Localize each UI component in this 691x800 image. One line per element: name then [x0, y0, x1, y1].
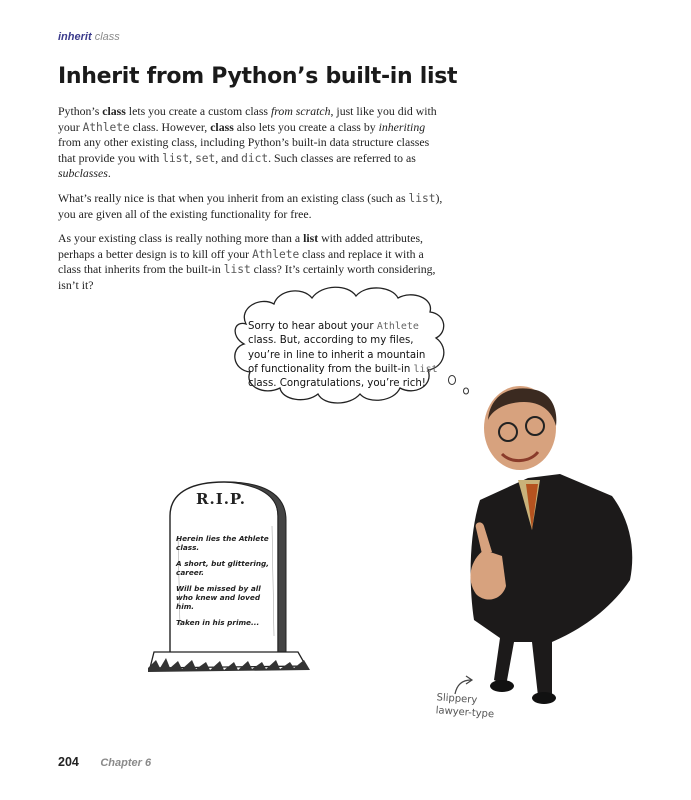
header-section-rest: class: [94, 31, 120, 43]
tombstone-heading: R.I.P.: [196, 490, 246, 508]
text-run: class. However,: [129, 119, 211, 134]
bubble-text: [248, 320, 438, 391]
italic-term: subclasses: [58, 166, 108, 181]
page-number: 204: [58, 755, 79, 769]
italic-term: inheriting: [378, 119, 426, 134]
lawyer-photo: [440, 380, 640, 710]
page-title: Inherit from Python’s built-in list: [58, 64, 458, 89]
text-run: from any other existing class, including Python’s built-in data structure classes that provide you with: [58, 135, 430, 165]
code-term: list: [413, 363, 438, 375]
code-term: set: [195, 151, 216, 165]
photo-annotation: Slippery lawyer-type: [435, 692, 495, 721]
page-footer: [58, 755, 151, 769]
text-run: As your existing class is really nothing more than a: [58, 231, 304, 246]
chapter-label: Chapter 6: [100, 757, 152, 769]
paragraph-1: [58, 104, 443, 182]
bold-term: class: [210, 119, 234, 134]
bold-term: class: [102, 104, 126, 118]
text-run: What’s really nice is that when you inherit from an existing class (such as: [58, 190, 409, 205]
text-run: ,: [189, 150, 196, 165]
text-run: , and: [215, 150, 242, 165]
text-run: class. Congratulations, you’re rich!: [248, 378, 426, 390]
inscription-line: Herein lies the Athlete class.: [176, 534, 269, 553]
text-run: . Such classes are referred to as: [268, 150, 416, 165]
code-term: list: [223, 263, 251, 277]
code-term: list: [162, 151, 190, 165]
text-run: Sorry to hear about your: [248, 321, 377, 332]
code-term: Athlete: [376, 321, 419, 332]
inscription-line: Taken in his prime...: [176, 617, 260, 627]
text-run: , just like you did with your: [58, 104, 437, 134]
text-run: ), you are given all of the existing functionality for free.: [58, 190, 443, 221]
text-run: with added attributes, perhaps a better design is to kill off your: [58, 231, 423, 261]
body-text: [58, 104, 443, 303]
italic-term: from scratch: [270, 104, 331, 118]
tombstone-inscription: [176, 534, 276, 633]
code-term: dict: [241, 151, 269, 165]
inscription-line: Will be missed by all who knew and loved him.: [176, 583, 261, 612]
text-run: .: [107, 166, 111, 181]
text-run: class and replace it with a class that inherits from the built-in: [58, 246, 424, 277]
inscription-line: A short, but glittering, career.: [176, 558, 270, 578]
paragraph-2: [58, 191, 443, 222]
bold-term: list: [303, 231, 319, 246]
code-term: list: [408, 191, 436, 205]
text-run: class? It’s certainly worth considering, isn’t it?: [58, 262, 436, 292]
code-term: Athlete: [252, 247, 300, 261]
text-run: also lets you create a class by: [233, 119, 379, 134]
code-term: Athlete: [82, 120, 130, 134]
header-section-strong: inherit: [58, 31, 92, 43]
text-run: lets you create a custom class: [125, 104, 271, 118]
text-run: class. But, according to my files, you’re in line to inherit a mountain of functionality from the built-in: [248, 335, 426, 375]
running-header: [58, 31, 120, 43]
text-run: Python’s: [58, 104, 103, 118]
